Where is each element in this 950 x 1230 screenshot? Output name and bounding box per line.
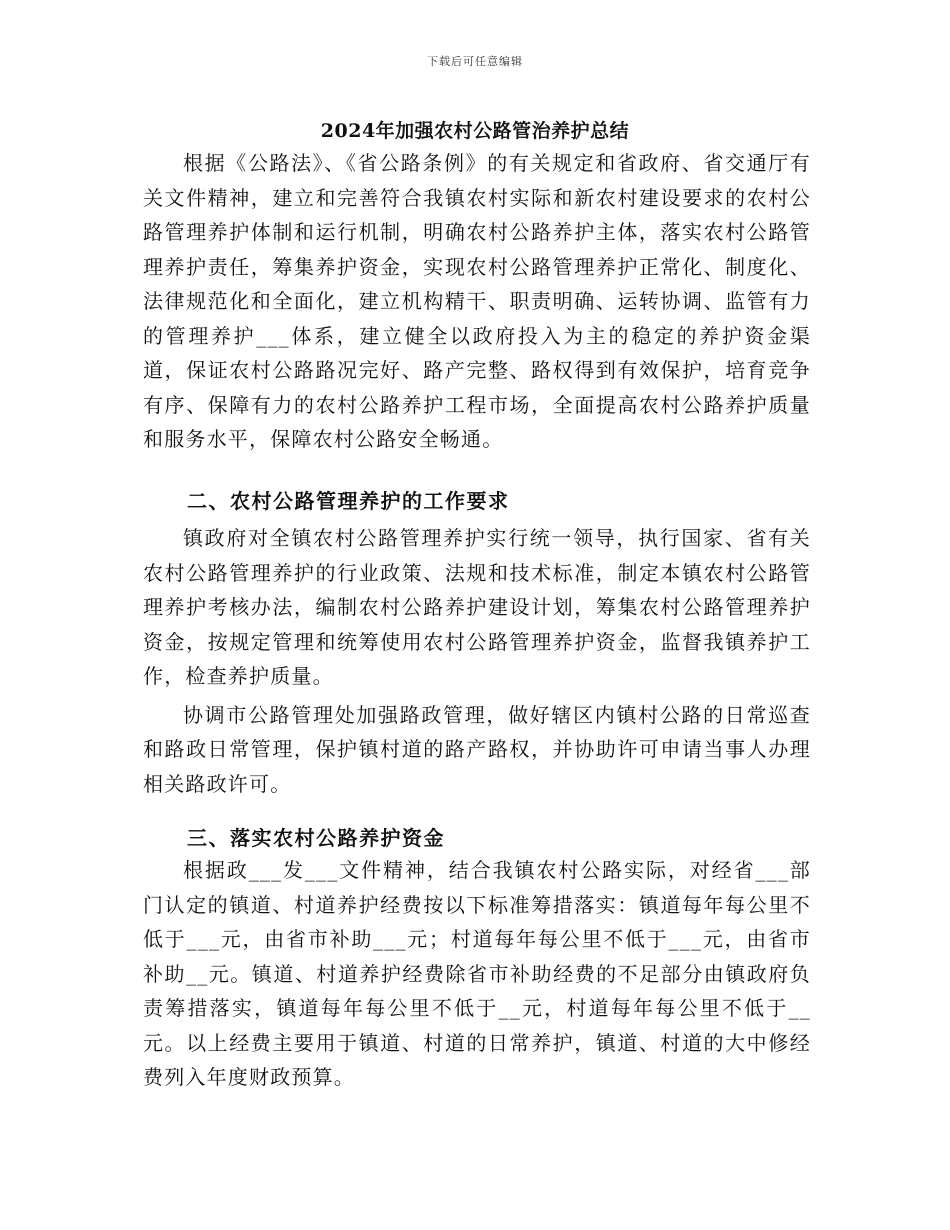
document-title: 2024年加强农村公路管治养护总结 bbox=[320, 120, 630, 142]
section-2-paragraph-1: 镇政府对全镇农村公路管理养护实行统一领导，执行国家、省有关农村公路管理养护的行业政策、法规和技术标准，制定本镇农村公路管理养护考核办法，编制农村公路养护建设计划，筹集农村公路管理养护资金，按规定管理和统筹使用农村公路管理养护资金，监督我镇养护工作，检查养护质量。 bbox=[143, 526, 811, 688]
page-header-note: 下载后可任意编辑 bbox=[427, 55, 523, 68]
intro-paragraph: 根据《公路法》、《省公路条例》的有关规定和省政府、省交通厅有关文件精神，建立和完善符合我镇农村实际和新农村建设要求的农村公路管理养护体制和运行机制，明确农村公路养护主体，落实农村公路管理养护责任，筹集养护资金，实现农村公路管理养护正常化、制度化、法律规范化和全面化，建立机构精干、职责明确、运转协调、监管有力的管理养护___体系，建立健全以政府投入为主的稳定的养护资金渠道，保证农村公路路况完好、路产完整、路权得到有效保护，培育竞争有序、保障有力的农村公路养护工程市场，全面提高农村公路养护质量和服务水平，保障农村公路安全畅通。 bbox=[143, 151, 811, 451]
section-3-heading: 三、落实农村公路养护资金 bbox=[187, 826, 445, 850]
section-3-body bbox=[143, 853, 811, 1095]
section-2-heading: 二、农村公路管理养护的工作要求 bbox=[187, 489, 510, 513]
section-2-body bbox=[143, 521, 811, 801]
intro-section bbox=[143, 146, 811, 457]
section-3-paragraph-1: 根据政___发___文件精神，结合我镇农村公路实际，对经省___部门认定的镇道、村道养护经费按以下标准筹措落实：镇道每年每公里不低于___元，由省市补助___元；村道每年每公里不低于___元，由省市补助__元。镇道、村道养护经费除省市补助经费的不足部分由镇政府负责筹措落实，镇道每年每公里不低于__元，村道每年每公里不低于__元。以上经费主要用于镇道、村道的日常养护，镇道、村道的大中修经费列入年度财政预算。 bbox=[143, 858, 811, 1089]
section-2-paragraph-2: 协调市公路管理处加强路政管理，做好辖区内镇村公路的日常巡查和路政日常管理，保护镇村道的路产路权，并协助许可申请当事人办理相关路政许可。 bbox=[143, 702, 811, 796]
